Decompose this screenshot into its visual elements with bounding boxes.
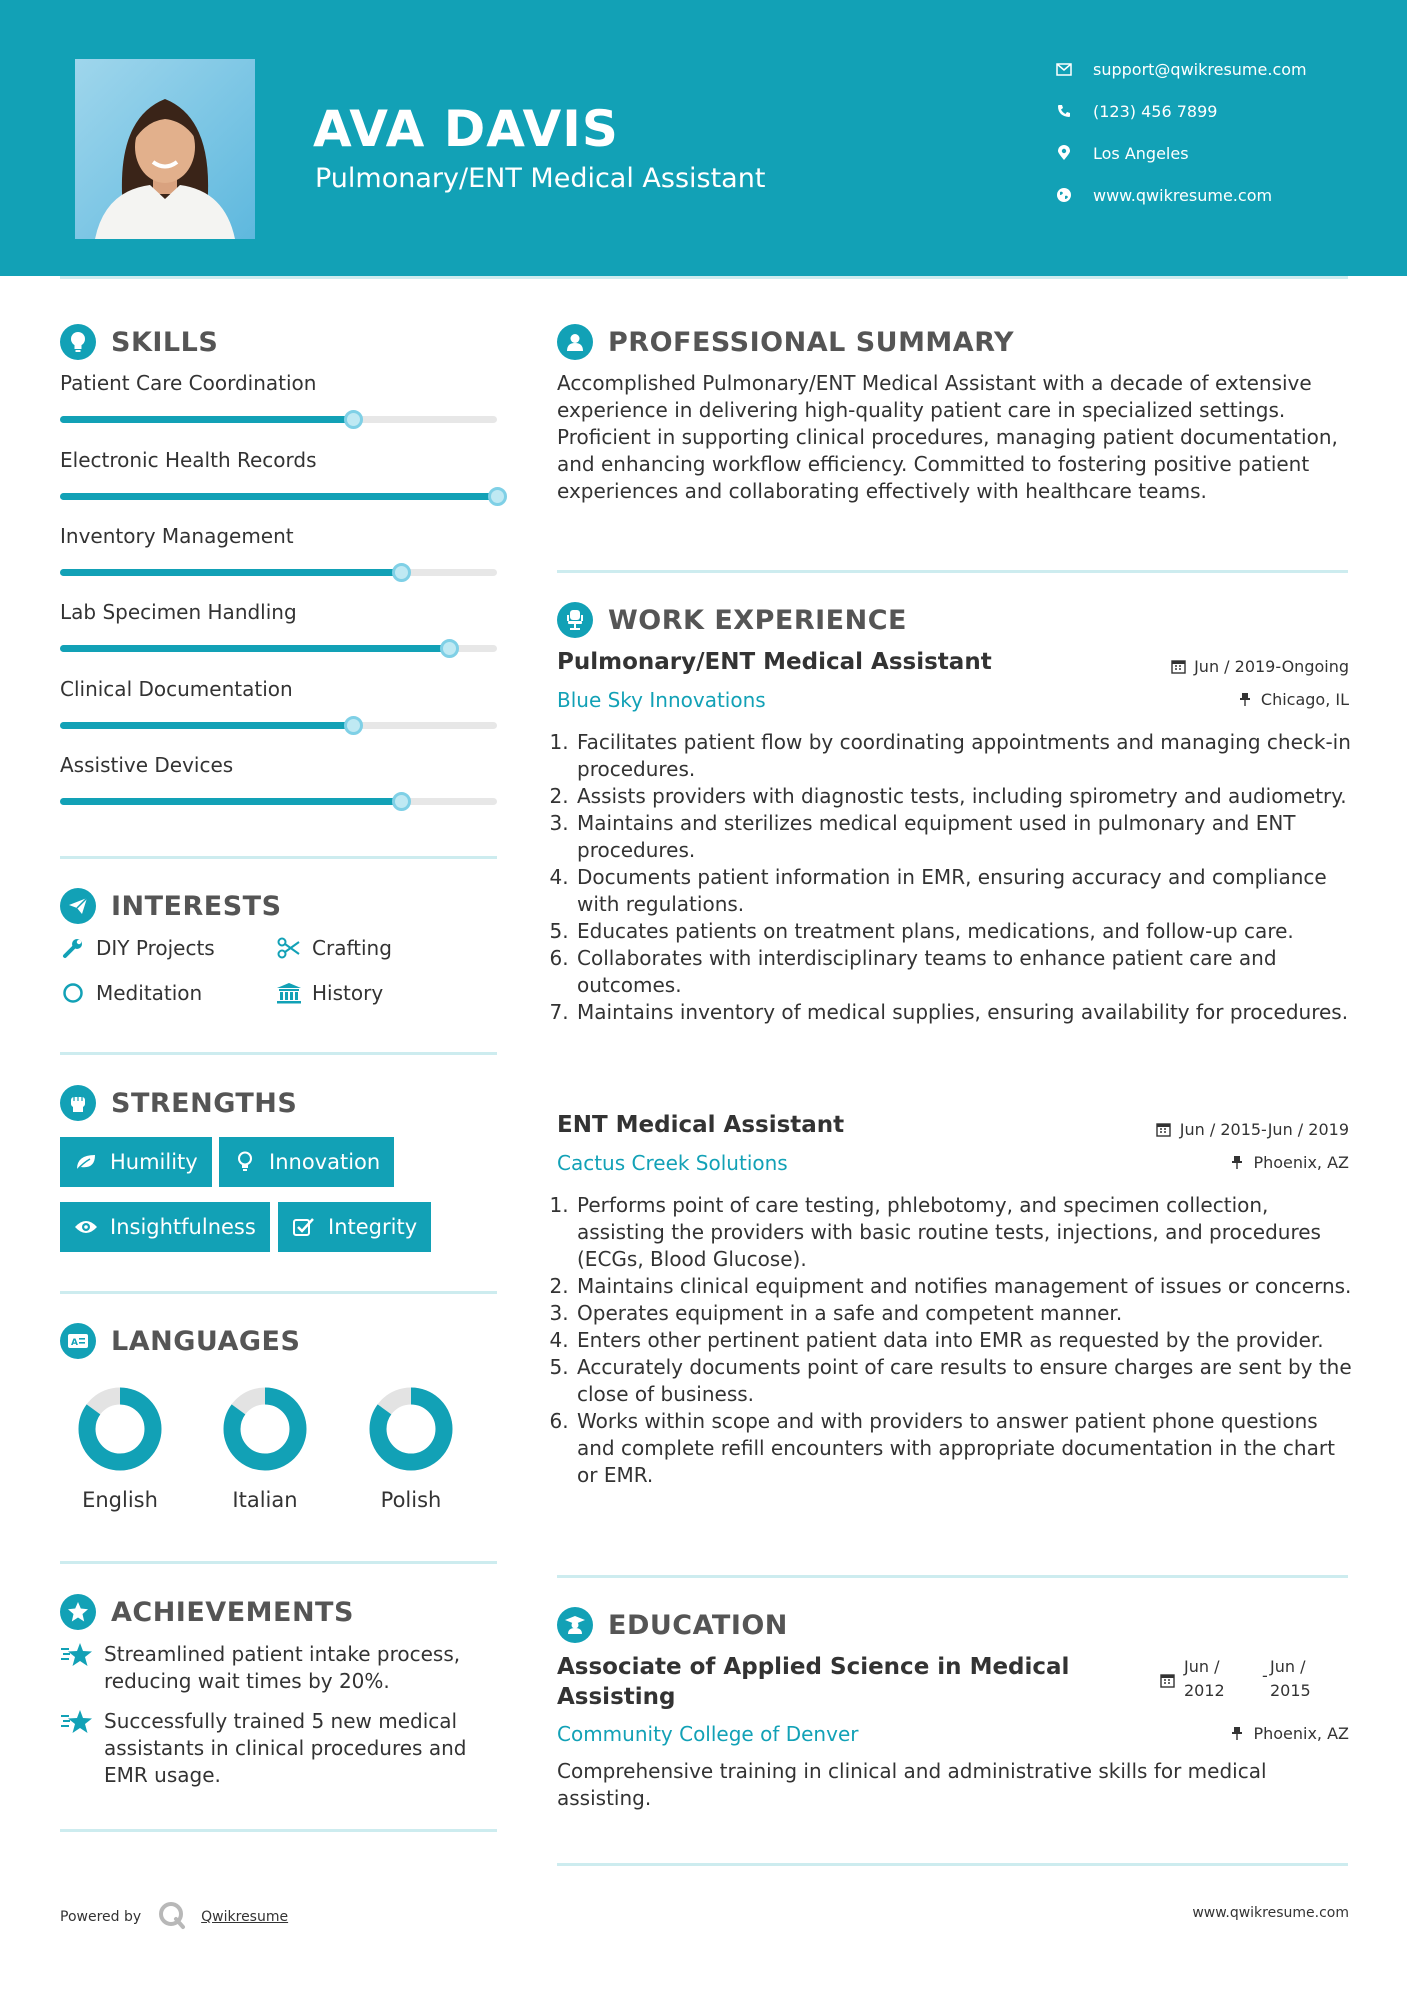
achievement-text: Successfully trained 5 new medical assistants in clinical procedures and EMR usage. xyxy=(104,1709,467,1787)
powered-by-text: Powered by xyxy=(60,1909,142,1925)
footer-powered-by xyxy=(60,1900,288,1934)
job-company: Cactus Creek Solutions xyxy=(557,1151,788,1175)
footer-website[interactable]: www.qwikresume.com xyxy=(1192,1905,1349,1921)
contact-phone[interactable] xyxy=(1055,100,1217,122)
achievements-divider xyxy=(60,1829,497,1832)
language-item xyxy=(210,1386,320,1512)
education-degree: Associate of Applied Science in Medical Assisting xyxy=(557,1654,1070,1710)
skill-label: Lab Specimen Handling xyxy=(60,600,297,624)
skill-label: Electronic Health Records xyxy=(60,448,317,472)
skill-bar-fill xyxy=(60,645,449,652)
paper-plane-icon xyxy=(60,888,96,924)
skill-label: Patient Care Coordination xyxy=(60,371,317,395)
scissors-icon xyxy=(276,936,302,960)
job-company: Blue Sky Innovations xyxy=(557,688,766,712)
calendar-icon xyxy=(1156,1122,1172,1138)
star-icon xyxy=(60,1708,94,1736)
interest-label: Crafting xyxy=(312,936,392,960)
skill-bar-fill xyxy=(60,493,497,500)
languages-heading xyxy=(60,1321,300,1361)
skill-bar-fill xyxy=(60,798,401,805)
phone-icon xyxy=(1055,102,1073,120)
skills-heading xyxy=(60,322,218,362)
interest-item xyxy=(60,981,202,1005)
language-donut xyxy=(77,1386,163,1472)
skill-bar-knob xyxy=(344,410,363,429)
duty-item: 4. Enters other pertinent patient data into EMR as requested by the provider. xyxy=(575,1327,1357,1354)
language-label: Italian xyxy=(232,1488,298,1512)
interest-item xyxy=(276,936,392,960)
skill-bar xyxy=(60,645,497,652)
qwikresume-logo-icon xyxy=(157,1900,187,1934)
job-dates-text: Jun / 2019-Ongoing xyxy=(1194,657,1349,676)
calendar-icon xyxy=(1160,1673,1176,1689)
job-dates xyxy=(1170,657,1349,676)
interest-label: History xyxy=(312,981,384,1005)
pin-icon xyxy=(1229,1155,1245,1171)
map-pin-icon xyxy=(1055,144,1073,162)
wrench-icon xyxy=(60,936,86,960)
education-school: Community College of Denver xyxy=(557,1722,859,1746)
summary-title: PROFESSIONAL SUMMARY xyxy=(608,326,1015,358)
circle-icon xyxy=(60,981,86,1005)
job-role: ENT Medical Assistant xyxy=(557,1112,845,1138)
skill-bar xyxy=(60,722,497,729)
education-end-month: Jun / xyxy=(1270,1657,1306,1676)
skill-bar-fill xyxy=(60,416,353,423)
summary-heading xyxy=(557,322,1014,362)
duty-item: 3. Maintains and sterilizes medical equipment used in pulmonary and ENT procedures. xyxy=(575,810,1357,864)
job-role: Pulmonary/ENT Medical Assistant xyxy=(557,649,992,675)
duty-item: 5. Educates patients on treatment plans, medications, and follow-up care. xyxy=(575,918,1357,945)
education-heading xyxy=(557,1605,788,1645)
interest-item xyxy=(276,981,383,1005)
language-donut xyxy=(222,1386,308,1472)
skills-divider xyxy=(60,856,497,859)
check-square-icon xyxy=(292,1215,316,1239)
achievement-text: Streamlined patient intake process, reducing wait times by 20%. xyxy=(104,1642,461,1693)
strengths-divider xyxy=(60,1291,497,1294)
experience-title: WORK EXPERIENCE xyxy=(608,604,907,636)
language-item xyxy=(356,1386,466,1512)
duty-item: 6. Collaborates with interdisciplinary teams to enhance patient care and outcomes. xyxy=(575,945,1357,999)
education-end-year: 2015 xyxy=(1270,1681,1311,1700)
duty-item: 1. Performs point of care testing, phlebotomy, and specimen collection, assisting the providers with basic routine tests, injections, and procedures (ECGs, Blood Glucose). xyxy=(575,1192,1357,1273)
skill-label: Inventory Management xyxy=(60,524,294,548)
education-start-year: 2012 xyxy=(1184,1681,1225,1700)
contact-location xyxy=(1055,142,1189,164)
job-dates xyxy=(1156,1120,1349,1139)
star-icon xyxy=(60,1641,94,1669)
duty-item: 5. Accurately documents point of care results to ensure charges are sent by the close of business. xyxy=(575,1354,1357,1408)
duty-item: 7. Maintains inventory of medical supplies, ensuring availability for procedures. xyxy=(575,999,1357,1026)
job-location xyxy=(1229,1153,1349,1172)
lightbulb-icon xyxy=(60,324,96,360)
skill-bar xyxy=(60,416,497,423)
strength-label: Humility xyxy=(110,1150,198,1174)
education-date-dash: - xyxy=(1262,1666,1268,1685)
strength-tag xyxy=(60,1137,212,1187)
language-donut xyxy=(368,1386,454,1472)
interest-label: Meditation xyxy=(96,981,203,1005)
job-location-text: Phoenix, AZ xyxy=(1253,1153,1349,1172)
star-badge-icon xyxy=(60,1594,96,1630)
interest-item xyxy=(60,936,215,960)
graduate-icon xyxy=(557,1607,593,1643)
skill-bar xyxy=(60,798,497,805)
job-location xyxy=(1237,690,1349,709)
achievements-title: ACHIEVEMENTS xyxy=(111,1596,354,1628)
skills-title: SKILLS xyxy=(111,326,219,358)
svg-text:A: A xyxy=(71,1338,78,1348)
education-location xyxy=(1229,1724,1349,1743)
duty-item: 2. Assists providers with diagnostic tests, including spirometry and audiometry. xyxy=(575,783,1357,810)
achievement-item xyxy=(60,1641,500,1695)
contact-location-text: Los Angeles xyxy=(1093,143,1189,163)
education-description: Comprehensive training in clinical and administrative skills for medical assisting. xyxy=(557,1759,1267,1810)
education-start-month: Jun / xyxy=(1184,1657,1220,1676)
skill-bar xyxy=(60,493,497,500)
language-icon xyxy=(60,1323,96,1359)
strengths-title: STRENGTHS xyxy=(111,1087,298,1119)
strengths-heading xyxy=(60,1083,297,1123)
contact-email[interactable] xyxy=(1055,58,1307,80)
language-item xyxy=(65,1386,175,1512)
interests-heading xyxy=(60,886,282,926)
globe-icon xyxy=(1055,186,1073,204)
pin-icon xyxy=(1237,692,1253,708)
job-dates-text: Jun / 2015-Jun / 2019 xyxy=(1179,1120,1349,1139)
duty-item: 3. Operates equipment in a safe and competent manner. xyxy=(575,1300,1357,1327)
job-duties xyxy=(557,729,1357,1026)
job-duties xyxy=(557,1192,1357,1489)
contact-website[interactable] xyxy=(1055,184,1272,206)
education-location-text: Phoenix, AZ xyxy=(1253,1724,1349,1743)
header-divider xyxy=(60,276,1348,279)
skill-bar-fill xyxy=(60,722,353,729)
skill-bar-knob xyxy=(488,487,507,506)
user-icon xyxy=(557,324,593,360)
language-label: English xyxy=(82,1488,158,1512)
language-label: Polish xyxy=(380,1488,442,1512)
languages-divider xyxy=(60,1561,497,1564)
lightbulb-icon xyxy=(233,1150,257,1174)
profile-photo xyxy=(75,59,255,239)
duty-item: 1. Facilitates patient flow by coordinating appointments and managing check-in procedures. xyxy=(575,729,1357,783)
pin-icon xyxy=(1229,1726,1245,1742)
skill-bar-knob xyxy=(440,639,459,658)
skill-bar-knob xyxy=(344,716,363,735)
education-end-date xyxy=(1270,1655,1311,1703)
skill-bar-fill xyxy=(60,569,401,576)
strength-tag xyxy=(219,1137,394,1187)
candidate-name: AVA DAVIS xyxy=(313,100,619,158)
duty-item: 4. Documents patient information in EMR, ensuring accuracy and compliance with regulations. xyxy=(575,864,1357,918)
eye-icon xyxy=(74,1215,98,1239)
skill-label: Clinical Documentation xyxy=(60,677,293,701)
header-banner xyxy=(0,0,1407,276)
interests-title: INTERESTS xyxy=(111,890,282,922)
achievement-item xyxy=(60,1708,500,1789)
museum-icon xyxy=(276,981,302,1005)
contact-phone-text: (123) 456 7899 xyxy=(1093,101,1218,121)
leaf-icon xyxy=(74,1150,98,1174)
experience-divider xyxy=(557,1575,1348,1578)
duty-item: 6. Works within scope and with providers to answer patient phone questions and complete refill encounters with appropriate documentation in the chart or EMR. xyxy=(575,1408,1357,1489)
fist-icon xyxy=(60,1085,96,1121)
envelope-icon xyxy=(1055,60,1073,78)
experience-heading xyxy=(557,600,907,640)
summary-divider xyxy=(557,570,1348,573)
job-location-text: Chicago, IL xyxy=(1260,690,1349,709)
education-divider xyxy=(557,1863,1348,1866)
footer-brand-link[interactable]: Qwikresume xyxy=(201,1909,289,1925)
interests-divider xyxy=(60,1052,497,1055)
education-start-date xyxy=(1184,1655,1225,1703)
languages-title: LANGUAGES xyxy=(111,1325,301,1357)
education-title: EDUCATION xyxy=(608,1609,788,1641)
contact-email-text: support@qwikresume.com xyxy=(1093,59,1307,79)
candidate-title: Pulmonary/ENT Medical Assistant xyxy=(315,163,766,194)
achievements-heading xyxy=(60,1592,354,1632)
strength-label: Insightfulness xyxy=(110,1215,256,1239)
skill-bar xyxy=(60,569,497,576)
skill-bar-knob xyxy=(392,792,411,811)
skill-bar-knob xyxy=(392,563,411,582)
strength-tag xyxy=(278,1202,431,1252)
strength-label: Integrity xyxy=(328,1215,418,1239)
duty-item: 2. Maintains clinical equipment and notifies management of issues or concerns. xyxy=(575,1273,1357,1300)
summary-text: Accomplished Pulmonary/ENT Medical Assistant with a decade of extensive experience in delivering high-quality patient care in specialized settings. Proficient in supporting clinical procedures, managing patient documentation, and enhancing workflow efficiency. Committed to fostering positive patient experiences and collaborating effectively with healthcare teams. xyxy=(557,371,1338,503)
chair-icon xyxy=(557,602,593,638)
contact-website-text: www.qwikresume.com xyxy=(1093,185,1273,205)
skill-label: Assistive Devices xyxy=(60,753,234,777)
strength-tag xyxy=(60,1202,270,1252)
strength-label: Innovation xyxy=(269,1150,381,1174)
interest-label: DIY Projects xyxy=(96,936,215,960)
calendar-icon xyxy=(1170,659,1186,675)
